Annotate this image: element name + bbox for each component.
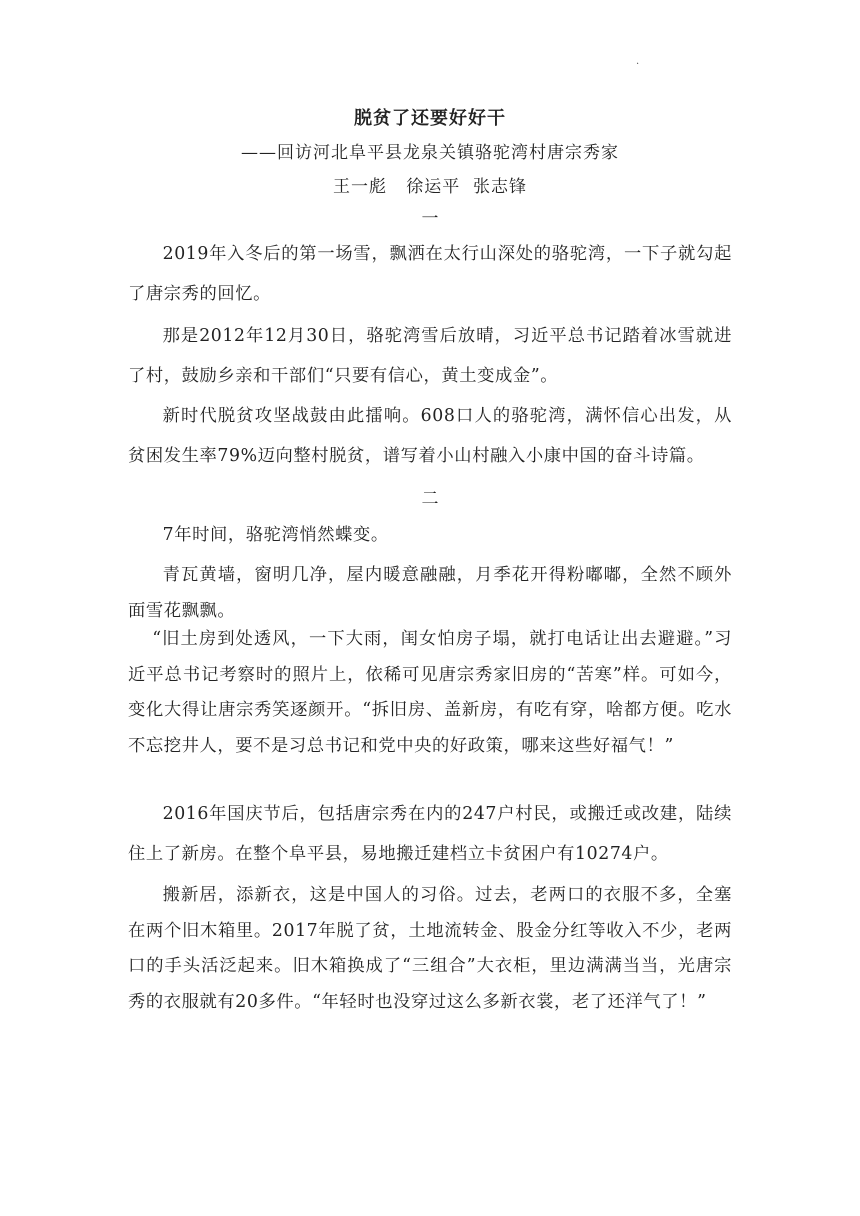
section-heading-one: 一	[421, 209, 439, 229]
article-authors: 王一彪 徐运平 张志锋	[332, 177, 528, 197]
article-subtitle: ——回访河北阜平县龙泉关镇骆驼湾村唐宗秀家	[241, 143, 619, 163]
paragraph-5: 青瓦黄墙，窗明几净，屋内暖意融融，月季花开得粉嘟嘟，全然不顾外面雪花飘飘。	[128, 565, 732, 621]
paragraph-2: 那是2012年12月30日，骆驼湾雪后放晴，习近平总书记踏着冰雪就进了村，鼓励乡亲和干部们“只要有信心，黄土变成金”。	[128, 326, 732, 386]
paragraph-3: 新时代脱贫攻坚战鼓由此擂响。608口人的骆驼湾，满怀信心出发，从贫困发生率79%迈向整村脱贫，谱写着小山村融入小康中国的奋斗诗篇。	[128, 406, 732, 466]
article-title: 脱贫了还要好好干	[354, 108, 506, 129]
paragraph-6: “旧土房到处透风，一下大雨，闺女怕房子塌，就打电话让出去避避。”习近平总书记考察时的照片上，依稀可见唐宗秀家旧房的“苦寒”样。可如今，变化大得让唐宗秀笑逐颜开。“拆旧房、盖新房，有吃有穿，啥都方便。吃水不忘挖井人，要不是习总书记和党中央的好政策，哪来这些好福气！”	[128, 629, 732, 756]
paragraph-8: 搬新居，添新衣，这是中国人的习俗。过去，老两口的衣服不多，全塞在两个旧木箱里。2017年脱了贫，土地流转金、股金分红等收入不少，老两口的手头活泛起来。旧木箱换成了“三组合”大衣柜，里边满满当当，光唐宗秀的衣服就有20多件。“年轻时也没穿过这么多新衣裳，老了还洋气了！”	[128, 885, 732, 1012]
paragraph-7: 2016年国庆节后，包括唐宗秀在内的247户村民，或搬迁或改建，陆续住上了新房。在整个阜平县，易地搬迁建档立卡贫困户有10274户。	[128, 804, 732, 864]
section-heading-two: 二	[421, 489, 439, 509]
paragraph-4: 7年时间，骆驼湾悄然蝶变。	[162, 525, 389, 545]
paragraph-1: 2019年入冬后的第一场雪，飘洒在太行山深处的骆驼湾，一下子就勾起了唐宗秀的回忆。	[128, 244, 732, 304]
page-mark: .	[636, 56, 640, 67]
